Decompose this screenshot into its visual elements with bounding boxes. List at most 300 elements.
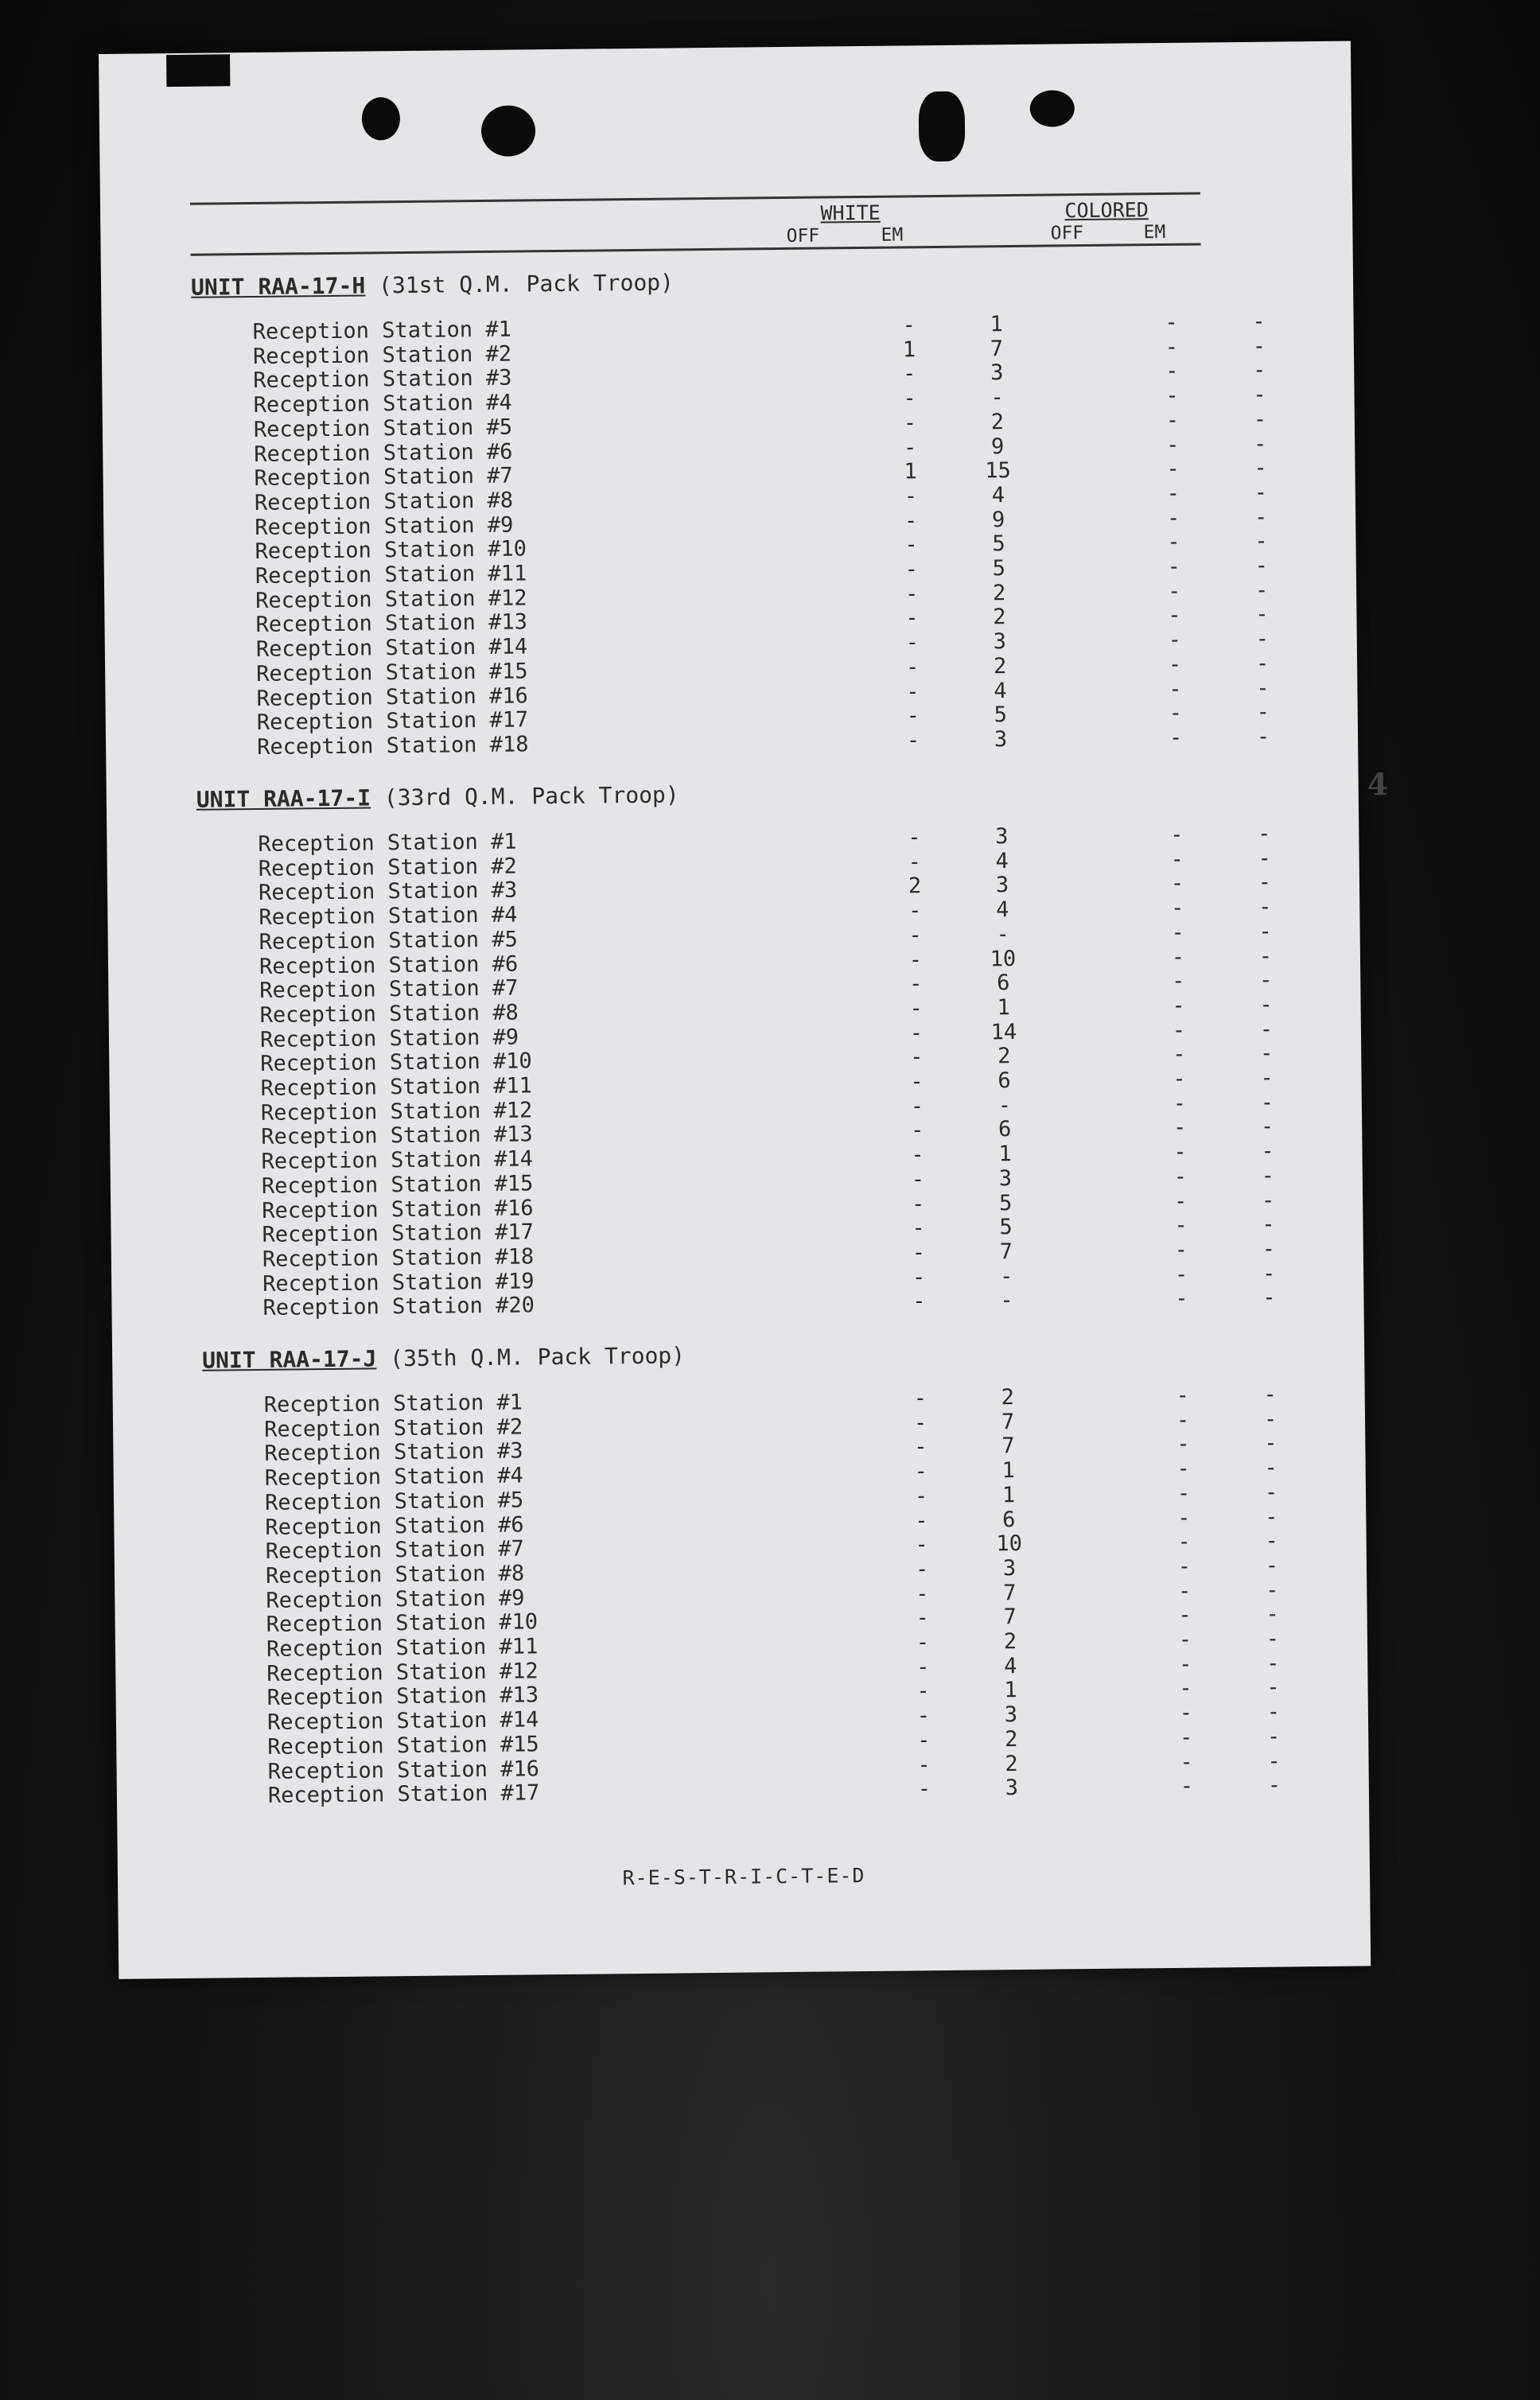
colored-off-value: - xyxy=(1167,530,1180,555)
colored-em-value: - xyxy=(1258,894,1272,920)
station-label: Reception Station #7 xyxy=(254,463,513,492)
unit-name: (31st Q.M. Pack Troop) xyxy=(378,269,675,299)
station-label: Reception Station #5 xyxy=(259,927,518,955)
colored-off-value: - xyxy=(1172,1042,1186,1068)
white-em-value: 7 xyxy=(1001,1409,1015,1434)
colored-em-value: - xyxy=(1266,1724,1281,1749)
colored-em-value: - xyxy=(1253,382,1266,407)
white-em-value: 3 xyxy=(990,360,1004,386)
colored-em-value: - xyxy=(1254,455,1267,481)
station-label: Reception Station #6 xyxy=(259,951,519,979)
colored-em-value: - xyxy=(1267,1748,1281,1774)
station-label: Reception Station #3 xyxy=(253,365,512,394)
colored-off-value: - xyxy=(1178,1603,1192,1628)
colored-off-value: - xyxy=(1171,968,1185,994)
white-off-value: - xyxy=(917,1776,931,1802)
colored-em-value: - xyxy=(1256,724,1270,749)
colored-em-value: - xyxy=(1266,1675,1280,1701)
station-label: Reception Station #15 xyxy=(267,1732,539,1760)
white-off-value: - xyxy=(909,1044,924,1070)
colored-em-value: - xyxy=(1262,1236,1276,1262)
station-label: Reception Station #9 xyxy=(259,1025,519,1052)
unit-code: UNIT RAA-17-J xyxy=(202,1345,377,1374)
station-label: Reception Station #11 xyxy=(260,1073,533,1101)
station-label: Reception Station #1 xyxy=(263,1390,523,1418)
white-off-value: - xyxy=(915,1557,929,1582)
station-label: Reception Station #5 xyxy=(253,414,513,442)
colored-off-value: - xyxy=(1172,1066,1186,1091)
white-em-value: 9 xyxy=(991,507,1005,532)
station-label: Reception Station #12 xyxy=(255,585,527,613)
station-label: Reception Station #16 xyxy=(256,683,529,711)
white-em-value: 5 xyxy=(992,556,1006,582)
white-off-value: - xyxy=(903,434,917,460)
white-em-value: 3 xyxy=(993,629,1007,655)
station-label: Reception Station #11 xyxy=(266,1634,539,1662)
header-rule-bottom xyxy=(191,243,1201,256)
white-em-value: 7 xyxy=(990,336,1004,361)
colored-em-value: - xyxy=(1258,967,1273,993)
colored-off-value: - xyxy=(1174,1262,1188,1287)
white-em-value: - xyxy=(1000,1288,1013,1313)
white-off-value: - xyxy=(908,923,922,948)
white-off-value: - xyxy=(913,1410,928,1436)
white-em-value: 2 xyxy=(997,1044,1011,1069)
white-em-value: 3 xyxy=(1005,1776,1019,1801)
colored-em-value: - xyxy=(1266,1601,1279,1628)
white-em-value: 2 xyxy=(1001,1385,1015,1410)
colored-off-value: - xyxy=(1180,1773,1194,1799)
white-off-value: - xyxy=(912,1240,926,1266)
white-em-value: - xyxy=(998,1092,1012,1118)
colored-em-value: - xyxy=(1266,1626,1280,1651)
station-label: Reception Station #8 xyxy=(254,488,514,515)
white-em-value: 4 xyxy=(996,897,1009,923)
white-em-value: 7 xyxy=(999,1239,1013,1265)
colored-off-value: - xyxy=(1177,1529,1191,1555)
colored-off-value: - xyxy=(1175,1286,1188,1312)
white-off-value: - xyxy=(902,361,916,387)
white-em-value: 7 xyxy=(1001,1433,1015,1459)
white-em-value: 2 xyxy=(990,409,1005,435)
colored-off-value: - xyxy=(1169,725,1183,750)
colored-em-value: - xyxy=(1265,1553,1279,1578)
white-off-value: - xyxy=(908,947,923,972)
colored-off-value: - xyxy=(1179,1725,1193,1750)
station-label: Reception Station #16 xyxy=(267,1756,540,1784)
colored-em-value: - xyxy=(1267,1772,1281,1798)
colored-off-value: - xyxy=(1172,1091,1187,1116)
unit-name: (35th Q.M. Pack Troop) xyxy=(390,1342,686,1372)
unit-heading xyxy=(191,269,674,300)
colored-off-value: - xyxy=(1165,359,1179,384)
colored-em-value: - xyxy=(1265,1528,1278,1554)
station-label: Reception Station #18 xyxy=(262,1244,535,1272)
colored-em-value: - xyxy=(1262,1212,1275,1237)
white-em-value: 3 xyxy=(1004,1702,1018,1728)
white-em-value: 2 xyxy=(992,580,1006,605)
colored-em-value: - xyxy=(1258,943,1273,969)
station-label: Reception Station #9 xyxy=(266,1585,525,1613)
white-em-value: 3 xyxy=(995,873,1009,898)
white-em-value: 4 xyxy=(994,678,1007,703)
colored-em-value: - xyxy=(1260,1114,1274,1140)
white-off-value: - xyxy=(912,1264,926,1289)
white-em-value: 6 xyxy=(998,1117,1012,1142)
station-label: Reception Station #13 xyxy=(255,609,528,638)
colored-em-value: - xyxy=(1258,919,1272,944)
header-colored-em: EM xyxy=(1143,221,1166,243)
white-em-value: 2 xyxy=(993,605,1006,630)
colored-off-value: - xyxy=(1179,1676,1192,1702)
station-label: Reception Station #11 xyxy=(255,561,527,589)
white-off-value: - xyxy=(914,1483,928,1509)
colored-em-value: - xyxy=(1254,504,1268,530)
colored-em-value: - xyxy=(1258,846,1271,871)
colored-em-value: - xyxy=(1265,1577,1279,1603)
colored-off-value: - xyxy=(1172,993,1185,1018)
white-em-value: 3 xyxy=(1002,1555,1017,1581)
header-colored-off: OFF xyxy=(1050,223,1084,244)
station-label: Reception Station #6 xyxy=(254,439,513,467)
colored-off-value: - xyxy=(1178,1578,1192,1604)
white-em-value: - xyxy=(990,385,1004,410)
header-white-em: EM xyxy=(881,224,904,246)
white-off-value: - xyxy=(905,655,920,680)
white-em-value: 3 xyxy=(995,824,1009,850)
colored-em-value: - xyxy=(1254,578,1269,603)
white-off-value: - xyxy=(914,1459,928,1484)
station-label: Reception Station #13 xyxy=(266,1682,539,1711)
colored-off-value: - xyxy=(1165,309,1178,335)
station-label: Reception Station #17 xyxy=(256,707,529,736)
white-off-value: - xyxy=(917,1752,931,1777)
station-label: Reception Station #4 xyxy=(264,1463,524,1492)
colored-off-value: - xyxy=(1176,1383,1190,1408)
white-em-value: 6 xyxy=(998,1068,1011,1094)
white-off-value: - xyxy=(909,996,923,1021)
colored-em-value: - xyxy=(1264,1430,1278,1457)
white-off-value: - xyxy=(906,728,920,753)
colored-off-value: - xyxy=(1171,944,1185,970)
punch-hole xyxy=(362,97,401,140)
station-label: Reception Station #14 xyxy=(266,1707,539,1735)
white-em-value: 6 xyxy=(996,971,1010,996)
colored-em-value: - xyxy=(1262,1285,1276,1311)
colored-off-value: - xyxy=(1165,383,1179,409)
white-off-value: - xyxy=(906,703,920,729)
white-off-value: - xyxy=(904,532,918,558)
colored-off-value: - xyxy=(1165,432,1180,457)
colored-off-value: - xyxy=(1170,846,1184,872)
white-em-value: 9 xyxy=(990,434,1005,459)
station-label: Reception Station #10 xyxy=(260,1048,532,1077)
white-off-value: - xyxy=(906,679,920,704)
white-em-value: 1 xyxy=(1001,1458,1015,1484)
colored-off-value: - xyxy=(1174,1237,1188,1262)
colored-off-value: - xyxy=(1172,1017,1186,1043)
white-off-value: - xyxy=(904,557,919,582)
station-label: Reception Station #2 xyxy=(252,341,512,369)
white-off-value: - xyxy=(912,1216,925,1241)
colored-em-value: - xyxy=(1265,1504,1278,1530)
white-off-value: - xyxy=(905,605,919,631)
station-label: Reception Station #18 xyxy=(256,732,529,760)
white-off-value: - xyxy=(903,410,917,436)
station-label: Reception Station #15 xyxy=(256,659,528,687)
colored-em-value: - xyxy=(1260,1065,1274,1091)
station-label: Reception Station #10 xyxy=(266,1609,539,1638)
colored-off-value: - xyxy=(1176,1432,1190,1457)
white-off-value: - xyxy=(908,898,922,924)
colored-em-value: - xyxy=(1261,1188,1275,1213)
colored-em-value: - xyxy=(1254,528,1268,554)
colored-off-value: - xyxy=(1168,603,1181,628)
white-em-value: 2 xyxy=(1003,1629,1017,1655)
colored-em-value: - xyxy=(1254,480,1268,505)
white-off-value: - xyxy=(908,849,921,875)
white-off-value: - xyxy=(910,1118,924,1143)
station-label: Reception Station #17 xyxy=(262,1219,535,1248)
colored-off-value: - xyxy=(1168,627,1182,653)
colored-em-value: - xyxy=(1255,626,1270,652)
colored-em-value: - xyxy=(1253,406,1267,432)
colored-em-value: - xyxy=(1266,1699,1281,1725)
white-off-value: - xyxy=(916,1703,931,1729)
colored-em-value: - xyxy=(1252,333,1266,359)
document-page xyxy=(99,41,1389,1979)
unit-code: UNIT RAA-17-I xyxy=(196,784,371,813)
white-off-value: - xyxy=(910,1069,924,1095)
colored-off-value: - xyxy=(1174,1212,1188,1239)
colored-em-value: - xyxy=(1261,1163,1275,1188)
colored-off-value: - xyxy=(1176,1456,1190,1481)
station-label: Reception Station #2 xyxy=(258,854,517,881)
white-em-value: 2 xyxy=(1004,1726,1018,1752)
white-em-value: 7 xyxy=(1003,1580,1017,1605)
unit-heading xyxy=(202,1342,685,1373)
white-em-value: 5 xyxy=(998,1190,1013,1216)
station-label: Reception Station #5 xyxy=(264,1488,524,1515)
white-em-value: 5 xyxy=(999,1215,1013,1240)
colored-off-value: - xyxy=(1167,554,1181,579)
colored-off-value: - xyxy=(1168,652,1182,677)
unit-heading xyxy=(196,781,679,812)
white-em-value: 7 xyxy=(1003,1605,1017,1630)
white-em-value: 5 xyxy=(992,531,1005,557)
white-em-value: 5 xyxy=(994,702,1008,728)
colored-off-value: - xyxy=(1177,1505,1191,1531)
white-off-value: - xyxy=(908,971,923,997)
white-off-value: - xyxy=(916,1678,930,1704)
white-off-value: - xyxy=(911,1167,925,1192)
white-em-value: 1 xyxy=(990,312,1003,337)
white-off-value: - xyxy=(908,825,921,850)
station-label: Reception Station #12 xyxy=(266,1659,539,1686)
white-em-value: 3 xyxy=(994,726,1008,753)
colored-off-value: - xyxy=(1172,1115,1187,1141)
white-off-value: - xyxy=(914,1434,928,1460)
colored-em-value: - xyxy=(1256,699,1270,725)
colored-off-value: - xyxy=(1170,822,1184,847)
colored-em-value: - xyxy=(1263,1382,1278,1407)
white-em-value: 1 xyxy=(997,994,1010,1021)
white-off-value: - xyxy=(905,630,920,655)
colored-off-value: - xyxy=(1165,334,1179,360)
white-em-value: 14 xyxy=(990,1019,1017,1044)
colored-off-value: - xyxy=(1169,676,1182,702)
station-label: Reception Station #8 xyxy=(259,1000,519,1028)
white-off-value: - xyxy=(916,1727,931,1753)
colored-off-value: - xyxy=(1171,895,1184,921)
colored-em-value: - xyxy=(1263,1406,1278,1432)
tape-mark xyxy=(166,54,230,87)
colored-em-value: - xyxy=(1262,1261,1276,1286)
colored-em-value: - xyxy=(1264,1480,1278,1505)
punch-hole xyxy=(1030,90,1075,127)
station-label: Reception Station #20 xyxy=(262,1293,535,1321)
white-off-value: - xyxy=(911,1142,924,1168)
station-label: Reception Station #10 xyxy=(255,536,527,565)
colored-em-value: - xyxy=(1252,309,1266,334)
station-label: Reception Station #3 xyxy=(264,1438,523,1467)
white-em-value: 4 xyxy=(1003,1653,1017,1678)
white-em-value: 4 xyxy=(995,848,1009,873)
station-label: Reception Station #4 xyxy=(259,902,518,931)
white-em-value: 10 xyxy=(996,1531,1023,1557)
white-off-value: - xyxy=(915,1507,928,1533)
white-off-value: 2 xyxy=(908,873,922,899)
white-em-value: - xyxy=(996,921,1009,947)
colored-em-value: - xyxy=(1261,1138,1274,1164)
white-off-value: - xyxy=(916,1581,929,1606)
white-em-value: 2 xyxy=(993,653,1007,679)
colored-em-value: - xyxy=(1253,431,1267,457)
colored-off-value: - xyxy=(1165,407,1180,433)
header-colored: COLORED xyxy=(1064,198,1149,223)
station-label: Reception Station #19 xyxy=(262,1268,535,1297)
colored-off-value: - xyxy=(1173,1164,1188,1189)
colored-em-value: - xyxy=(1254,553,1269,578)
white-em-value: 3 xyxy=(998,1165,1013,1192)
white-em-value: 15 xyxy=(985,458,1011,484)
colored-off-value: - xyxy=(1167,578,1181,604)
station-label: Reception Station #3 xyxy=(258,877,518,906)
colored-off-value: - xyxy=(1170,871,1184,897)
colored-off-value: - xyxy=(1169,700,1183,726)
colored-em-value: - xyxy=(1266,1651,1280,1676)
colored-em-value: - xyxy=(1258,821,1271,846)
white-off-value: - xyxy=(915,1532,928,1558)
station-label: Reception Station #14 xyxy=(255,634,528,663)
colored-off-value: - xyxy=(1177,1554,1192,1579)
white-off-value: - xyxy=(904,581,919,607)
punch-hole xyxy=(919,91,966,162)
colored-em-value: - xyxy=(1256,675,1270,701)
white-em-value: 10 xyxy=(990,946,1017,971)
unit-code: UNIT RAA-17-H xyxy=(190,272,366,301)
side-page-number: 4 xyxy=(1367,766,1389,803)
station-label: Reception Station #17 xyxy=(267,1780,540,1809)
white-off-value: - xyxy=(902,313,916,338)
station-label: Reception Station #2 xyxy=(263,1414,523,1442)
station-label: Reception Station #14 xyxy=(261,1146,534,1175)
white-off-value: - xyxy=(911,1191,925,1216)
colored-off-value: - xyxy=(1180,1749,1193,1775)
white-off-value: 1 xyxy=(904,459,917,484)
station-label: Reception Station #8 xyxy=(265,1561,525,1589)
white-off-value: - xyxy=(916,1654,930,1680)
colored-em-value: - xyxy=(1264,1455,1278,1480)
white-off-value: - xyxy=(916,1605,929,1631)
station-label: Reception Station #9 xyxy=(255,512,514,540)
white-em-value: 6 xyxy=(1002,1507,1016,1532)
header-white-off: OFF xyxy=(786,225,820,247)
white-off-value: - xyxy=(912,1289,926,1314)
colored-off-value: - xyxy=(1176,1480,1191,1506)
station-label: Reception Station #13 xyxy=(261,1122,533,1150)
colored-off-value: - xyxy=(1173,1188,1188,1214)
colored-em-value: - xyxy=(1255,651,1270,676)
white-off-value: - xyxy=(916,1630,930,1655)
colored-off-value: - xyxy=(1173,1139,1187,1165)
white-off-value: - xyxy=(909,1020,924,1045)
white-off-value: - xyxy=(910,1093,924,1119)
station-label: Reception Station #16 xyxy=(262,1195,534,1223)
colored-off-value: - xyxy=(1179,1700,1193,1725)
colored-off-value: - xyxy=(1166,480,1180,506)
header-rule-top xyxy=(190,193,1200,205)
station-label: Reception Station #1 xyxy=(258,829,517,857)
colored-off-value: - xyxy=(1178,1627,1192,1652)
header-white: WHITE xyxy=(820,200,881,225)
colored-em-value: - xyxy=(1259,1041,1274,1067)
white-off-value: - xyxy=(903,386,916,411)
station-label: Reception Station #7 xyxy=(259,975,519,1004)
colored-em-value: - xyxy=(1259,992,1273,1017)
white-em-value: 2 xyxy=(1005,1751,1018,1776)
colored-em-value: - xyxy=(1259,1017,1274,1042)
station-label: Reception Station #1 xyxy=(252,317,511,344)
white-off-value: - xyxy=(913,1386,928,1411)
colored-em-value: - xyxy=(1260,1090,1274,1115)
station-label: Reception Station #7 xyxy=(265,1536,524,1565)
colored-off-value: - xyxy=(1166,456,1180,482)
punch-hole xyxy=(481,105,536,157)
white-off-value: 1 xyxy=(902,336,916,363)
colored-off-value: - xyxy=(1178,1651,1192,1677)
white-em-value: 1 xyxy=(1004,1678,1017,1703)
station-label: Reception Station #6 xyxy=(265,1512,524,1540)
colored-em-value: - xyxy=(1252,358,1266,383)
white-em-value: 1 xyxy=(998,1142,1012,1167)
white-em-value: 4 xyxy=(991,482,1005,508)
unit-name: (33rd Q.M. Pack Troop) xyxy=(383,781,679,811)
white-off-value: - xyxy=(904,508,918,534)
station-label: Reception Station #15 xyxy=(261,1171,534,1199)
white-off-value: - xyxy=(904,484,918,509)
colored-em-value: - xyxy=(1255,602,1269,628)
white-em-value: - xyxy=(999,1263,1013,1289)
station-label: Reception Station #12 xyxy=(260,1098,533,1126)
restricted-footer: R-E-S-T-R-I-C-T-E-D xyxy=(622,1864,865,1890)
colored-off-value: - xyxy=(1176,1407,1190,1433)
colored-em-value: - xyxy=(1258,870,1272,896)
colored-off-value: - xyxy=(1171,920,1184,945)
colored-off-value: - xyxy=(1166,505,1180,531)
station-label: Reception Station #4 xyxy=(253,390,512,418)
white-em-value: 1 xyxy=(1001,1482,1016,1508)
